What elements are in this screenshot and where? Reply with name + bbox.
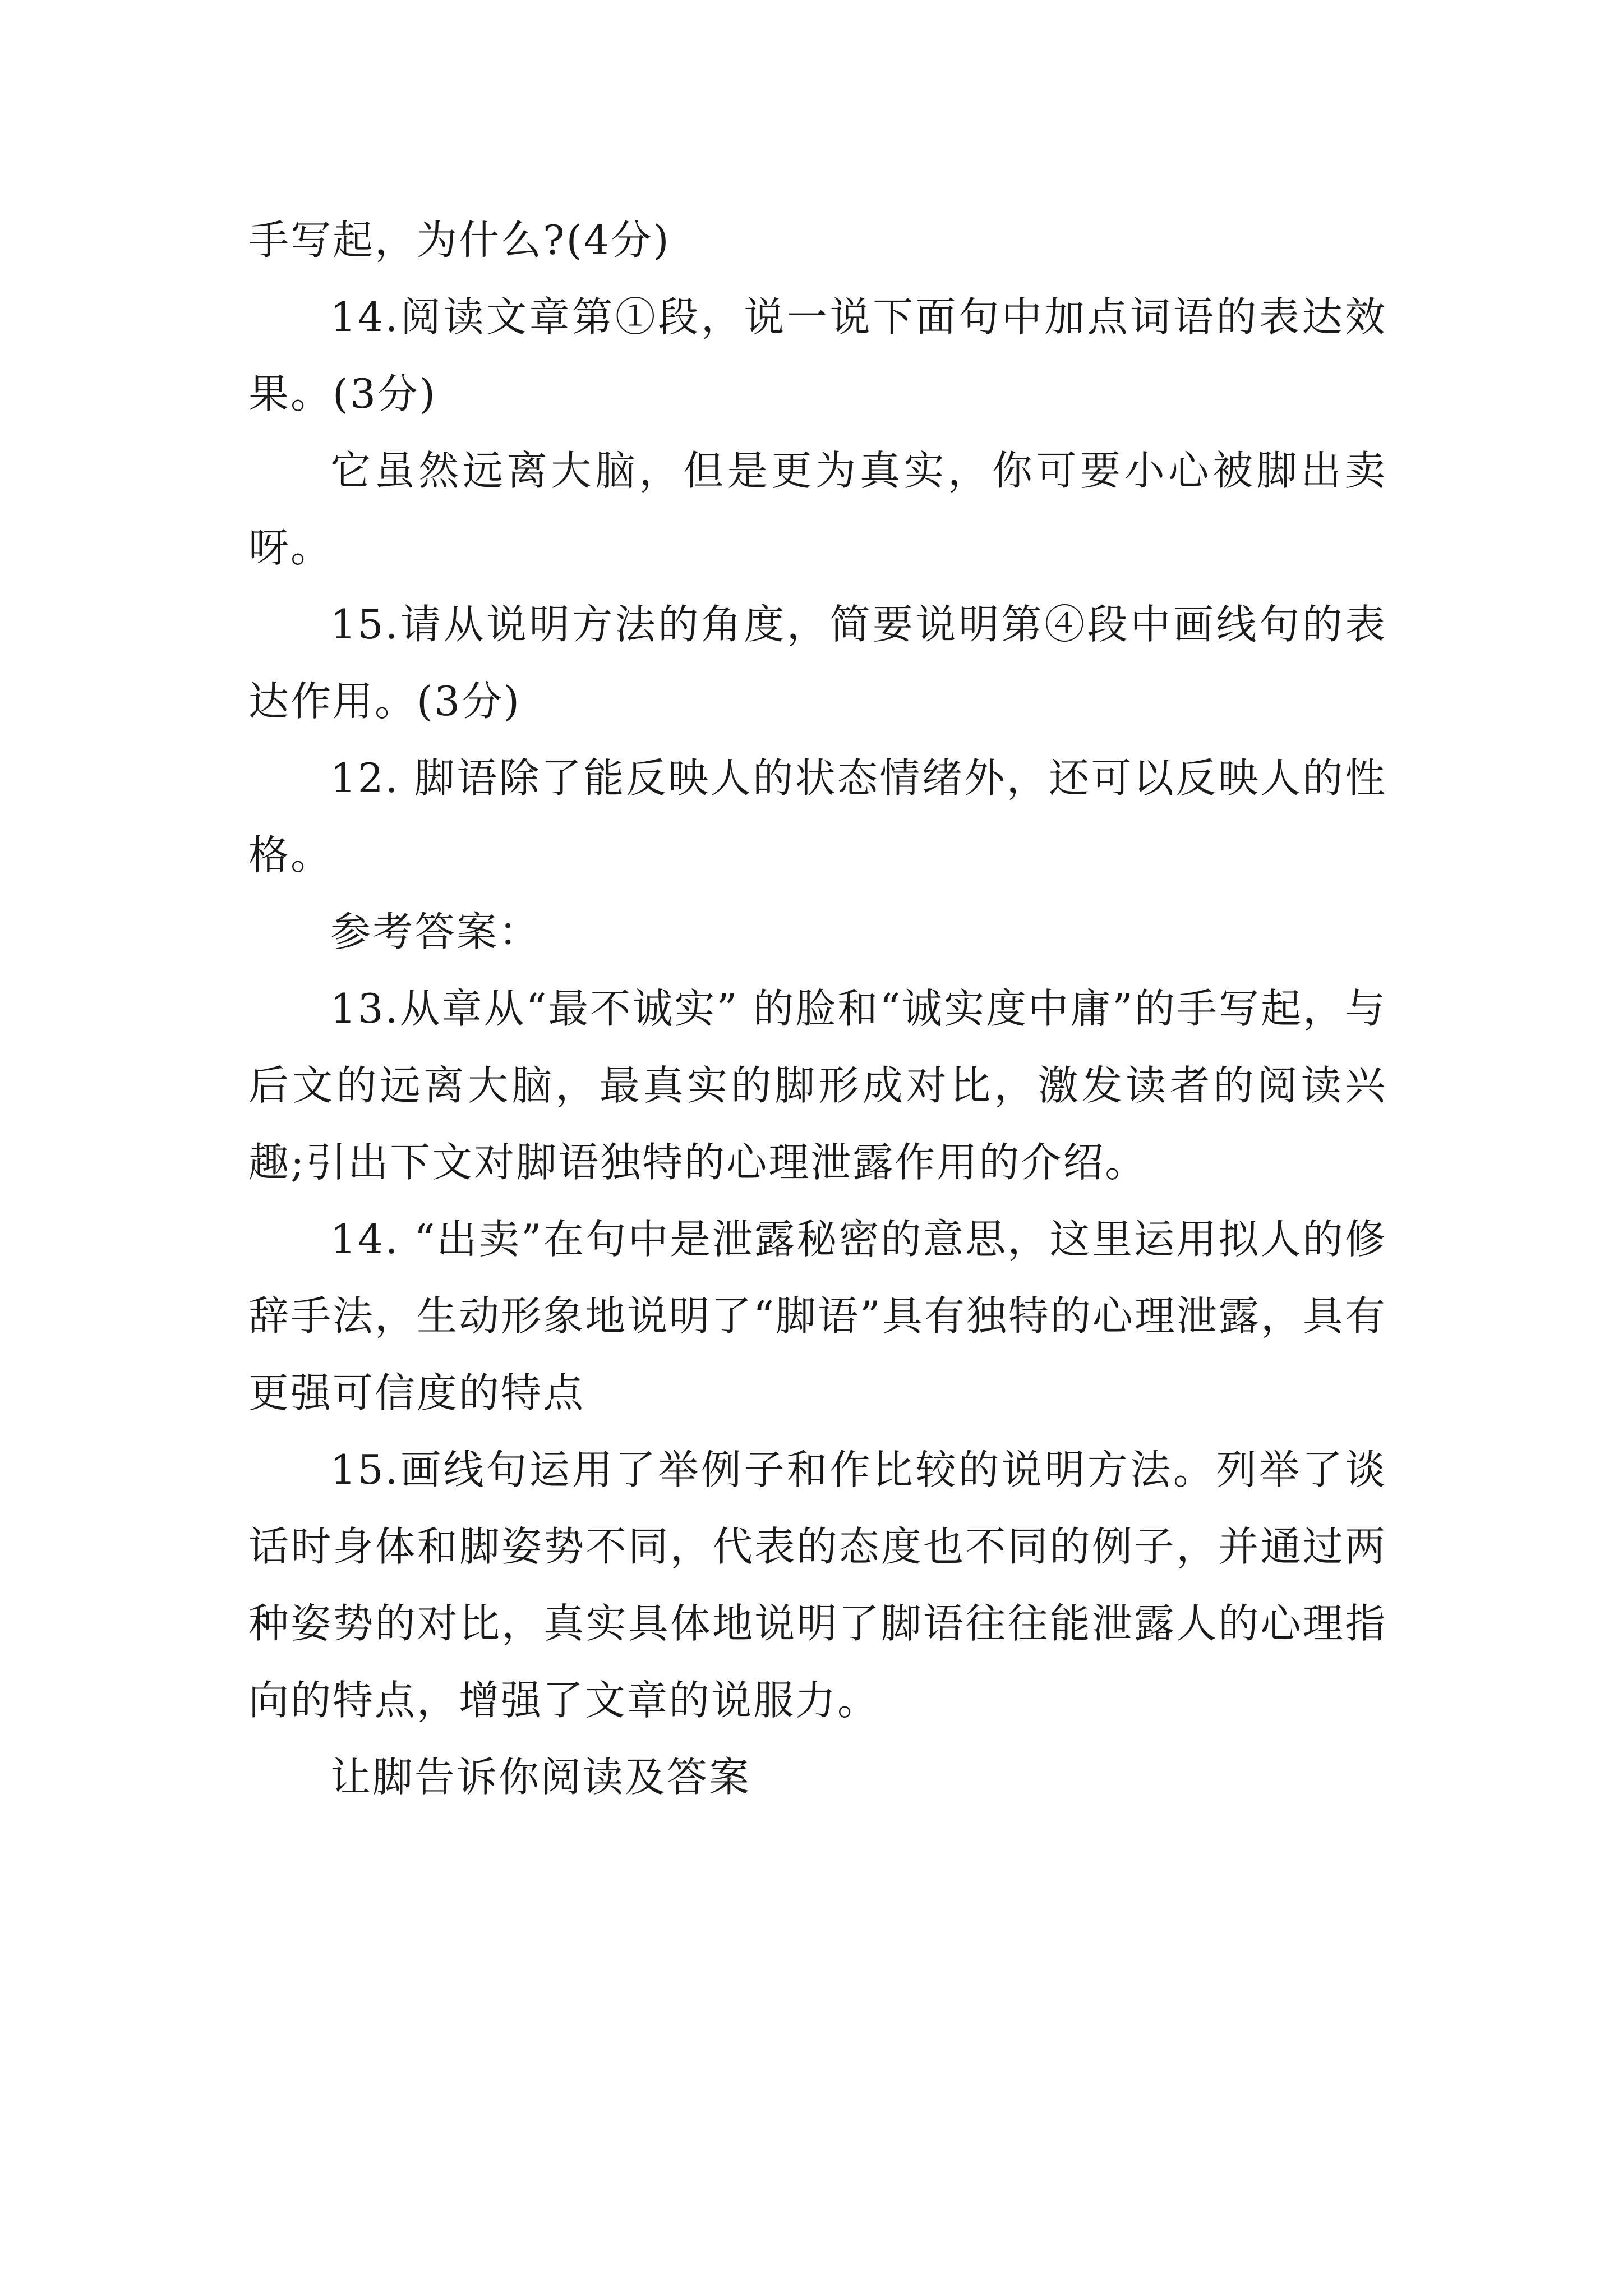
paragraph-answer-12: 12. 脚语除了能反映人的状态情绪外，还可以反映人的性格。: [248, 754, 1387, 878]
paragraph-question-14: 14.阅读文章第①段，说一说下面句中加点词语的表达效果。(3分): [248, 293, 1387, 417]
paragraph-question-13-tail: 手写起，为什么?(4分): [248, 217, 671, 264]
document-body: [248, 202, 1387, 1816]
paragraph-title: 让脚告诉你阅读及答案: [330, 1754, 751, 1801]
paragraph-answers-heading: 参考答案：: [330, 908, 541, 955]
paragraph-quoted-sentence: 它虽然远离大脑，但是更为真实，你可要小心被脚出卖呀。: [248, 447, 1387, 571]
paragraph-answer-13: 13.从章从“最不诚实” 的脸和“诚实度中庸”的手写起，与后文的远离大脑，最真实的脚形成对比，激发读者的阅读兴趣;引出下文对脚语独特的心理泄露作用的介绍。: [248, 985, 1387, 1186]
paragraph-answer-14: 14. “出卖”在句中是泄露秘密的意思，这里运用拟人的修辞手法，生动形象地说明了“脚语”具有独特的心理泄露，具有更强可信度的特点: [248, 1216, 1387, 1416]
paragraph-question-15: 15.请从说明方法的角度，简要说明第④段中画线句的表达作用。(3分): [248, 601, 1387, 725]
paragraph-answer-15: 15.画线句运用了举例子和作比较的说明方法。列举了谈话时身体和脚姿势不同，代表的态度也不同的例子，并通过两种姿势的对比，真实具体地说明了脚语往往能泄露人的心理指向的特点，增强了文章的说服力。: [248, 1446, 1387, 1724]
